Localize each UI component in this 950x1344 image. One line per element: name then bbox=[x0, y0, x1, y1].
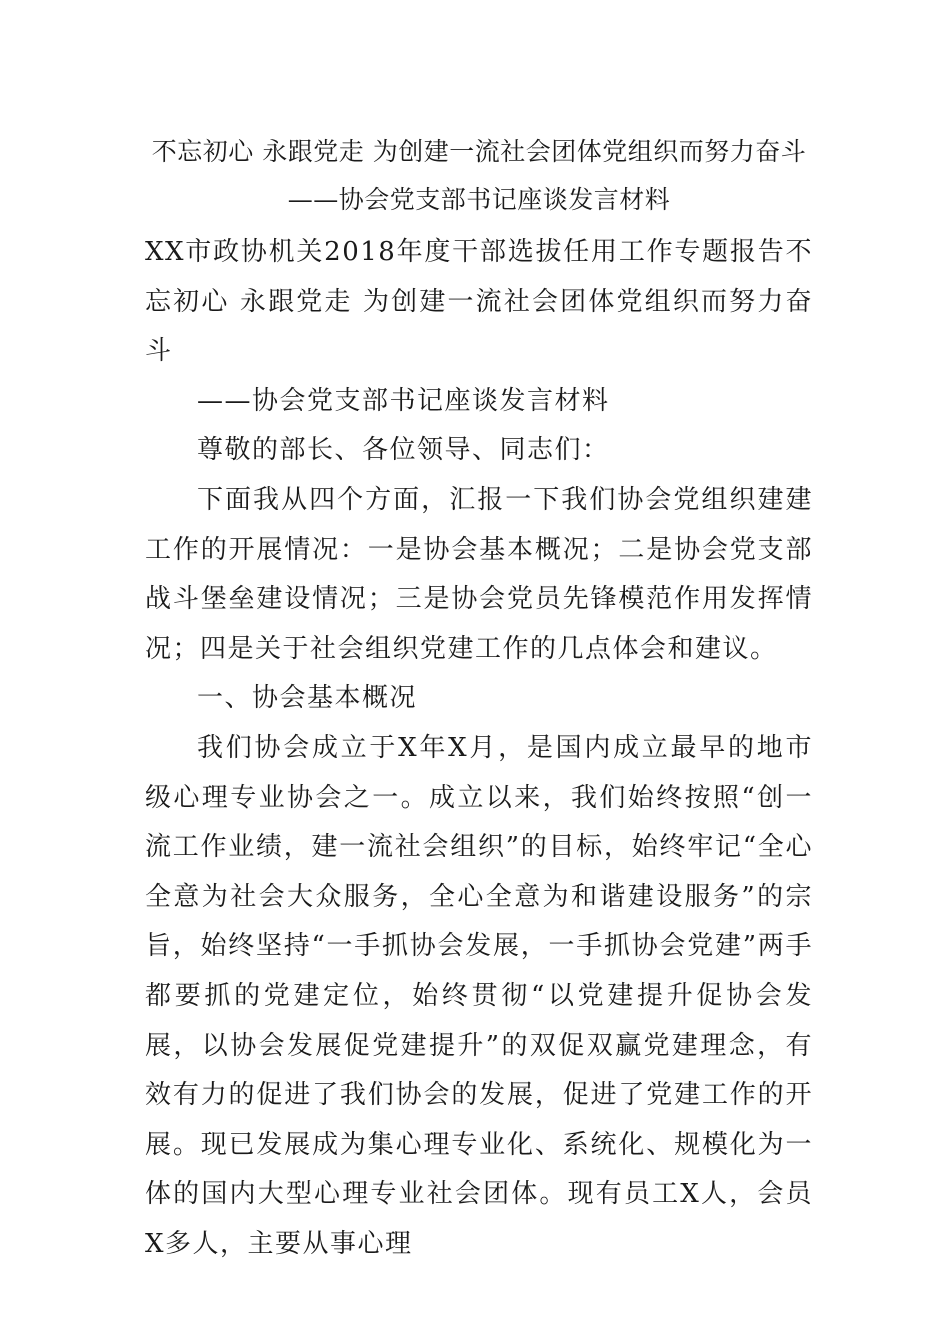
paragraph-report-title: XX市政协机关2018年度干部选拔任用工作专题报告不忘初心 永跟党走 为创建一流社会团体党组织而努力奋斗 bbox=[145, 237, 813, 367]
paragraph-overview: 下面我从四个方面，汇报一下我们协会党组织建建工作的开展情况：一是协会基本概况；二是协会党支部战斗堡垒建设情况；三是协会党员先锋模范作用发挥情况；四是关于社会组织党建工作的几点体会和建议。 bbox=[145, 484, 813, 664]
document-body bbox=[145, 128, 813, 1269]
paragraph-greeting: 尊敬的部长、各位领导、同志们： bbox=[197, 435, 610, 466]
section-heading-1: 一、协会基本概况 bbox=[197, 683, 418, 714]
paragraph-subtitle: ——协会党支部书记座谈发言材料 bbox=[197, 385, 610, 416]
paragraph-section-1-body: 我们协会成立于X年X月，是国内成立最早的地市级心理专业协会之一。成立以来，我们始终按照“创一流工作业绩，建一流社会组织”的目标，始终牢记“全心全意为社会大众服务，全心全意为和谐建设服务”的宗旨，始终坚持“一手抓协会发展，一手抓协会党建”两手都要抓的党建定位，始终贯彻“以党建提升促协会发展，以协会发展促党建提升”的双促双赢党建理念，有效有力的促进了我们协会的发展，促进了党建工作的开展。现已发展成为集心理专业化、系统化、规模化为一体的国内大型心理专业社会团体。现有员工X人，会员X多人，主要从事心理 bbox=[145, 732, 813, 1259]
document-title: 不忘初心 永跟党走 为创建一流社会团体党组织而努力奋斗——协会党支部书记座谈发言材料 bbox=[151, 137, 807, 214]
